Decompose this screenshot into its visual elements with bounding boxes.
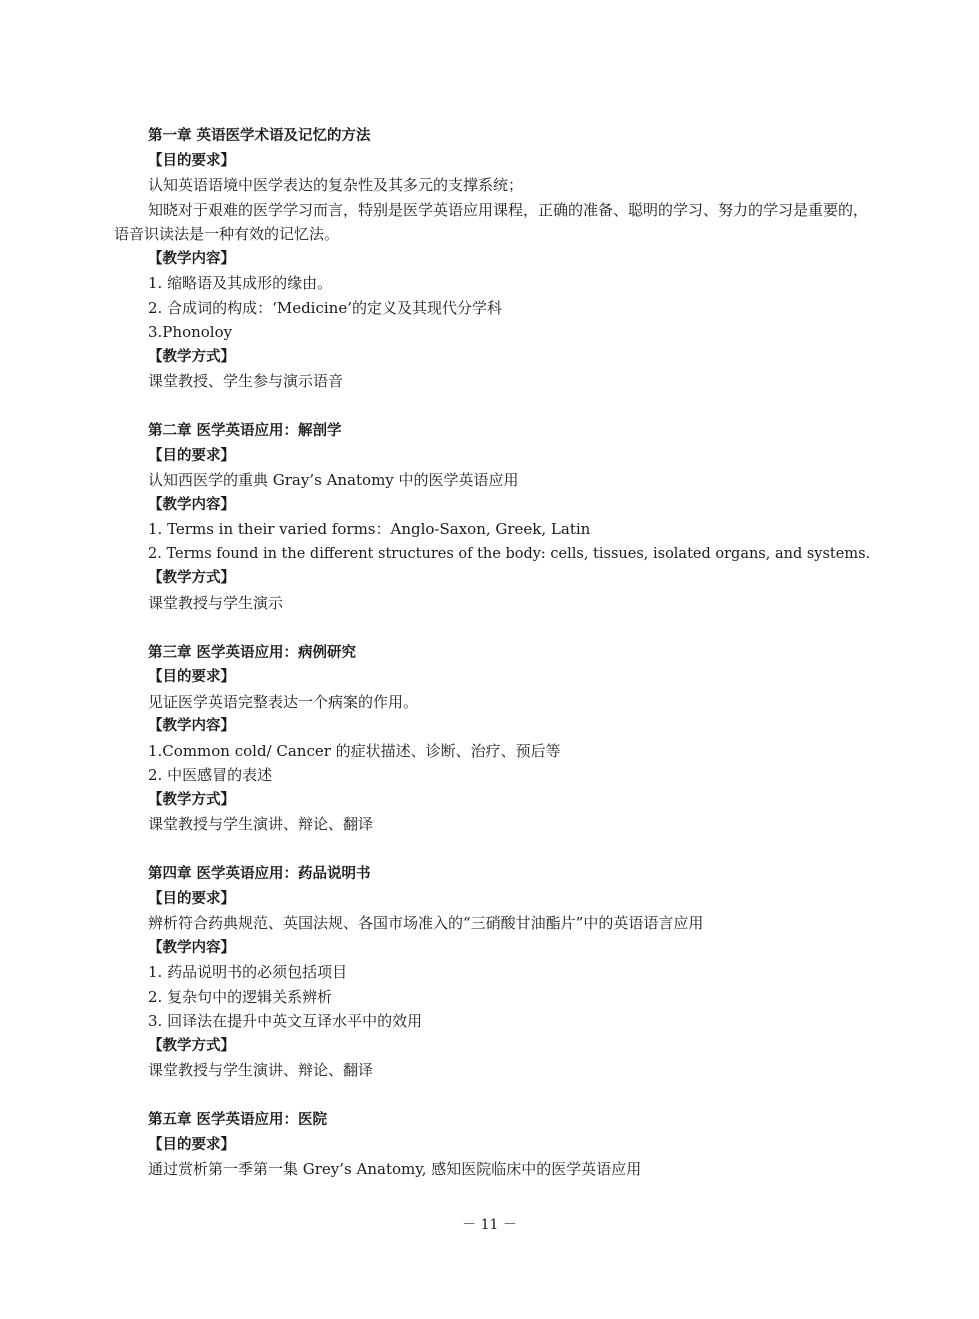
section-spacer	[114, 1083, 874, 1109]
goal-heading: 【目的要求】	[148, 669, 235, 685]
goal-text: 通过赏析第一季第一集 Grey’s Anatomy, 感知医院临床中的医学英语应用	[148, 1160, 642, 1178]
method-text: 课堂教授与学生演讲、辩论、翻译	[148, 815, 374, 833]
goal-text: 认知英语语境中医学表达的复杂性及其多元的支撑系统；	[148, 176, 524, 194]
chapter-2	[114, 419, 874, 615]
chapter-title: 第四章 医学英语应用：药品说明书	[148, 866, 371, 882]
chapter-title: 第二章 医学英语应用：解剖学	[148, 423, 342, 439]
goal-heading: 【目的要求】	[148, 152, 235, 169]
chapter-title: 第三章 医学英语应用：病例研究	[148, 644, 357, 661]
content-item: 3.Phonoloy	[148, 323, 233, 341]
goal-text: 认知西医学的重典 Gray’s Anatomy 中的医学英语应用	[148, 471, 519, 489]
page-number: － 11 －	[462, 1217, 517, 1233]
chapter-4	[114, 862, 874, 1083]
content-item: 1. 药品说明书的必须包括项目	[148, 963, 348, 981]
goal-heading: 【目的要求】	[148, 447, 235, 464]
content-item: 2. Terms found in the different structures of the body: cells, tissues, isolated organs, and systems.	[148, 545, 871, 562]
goal-heading: 【目的要求】	[148, 890, 235, 907]
content-heading: 【教学内容】	[148, 939, 235, 956]
content-heading: 【教学内容】	[148, 496, 235, 513]
content-item: 3. 回译法在提升中英文互译水平中的效用	[148, 1012, 423, 1030]
section-spacer	[114, 837, 874, 863]
document-body	[114, 124, 874, 1182]
chapter-1	[114, 124, 874, 394]
content-item: 1.Common cold/ Cancer 的症状描述、诊断、治疗、预后等	[148, 741, 561, 760]
method-text: 课堂教授、学生参与演示语音	[148, 372, 344, 390]
method-heading: 【教学方式】	[148, 570, 235, 586]
chapter-3	[114, 641, 874, 837]
content-item: 2. 复杂句中的逻辑关系辨析	[148, 987, 333, 1006]
chapter-title: 第一章 英语医学术语及记忆的方法	[148, 128, 371, 144]
method-heading: 【教学方式】	[148, 1037, 235, 1054]
content-item: 2. 中医感冒的表述	[148, 766, 273, 784]
content-item: 2. 合成词的构成：‘Medicine’的定义及其现代分学科	[148, 298, 502, 317]
goal-text: 知晓对于艰难的医学学习而言，特别是医学英语应用课程，正确的准备、聪明的学习、努力的学习是重要的，语音识读法是一种有效的记忆法。	[114, 200, 869, 243]
method-heading: 【教学方式】	[148, 348, 235, 365]
goal-heading: 【目的要求】	[148, 1136, 235, 1153]
goal-text: 辨析符合药典规范、英国法规、各国市场准入的“三硝酸甘油酯片”中的英语语言应用	[148, 914, 704, 932]
method-text: 课堂教授与学生演示	[148, 593, 284, 612]
chapter-title: 第五章 医学英语应用：医院	[148, 1112, 328, 1128]
content-item: 1. 缩略语及其成形的缘由。	[148, 274, 333, 292]
method-heading: 【教学方式】	[148, 791, 235, 808]
content-heading: 【教学内容】	[148, 250, 235, 267]
goal-text: 见证医学英语完整表达一个病案的作用。	[148, 692, 419, 711]
method-text: 课堂教授与学生演讲、辩论、翻译	[148, 1061, 374, 1079]
content-item: 1. Terms in their varied forms：Anglo-Saxon, Greek, Latin	[148, 520, 591, 538]
chapter-5	[114, 1108, 874, 1182]
section-spacer	[114, 615, 874, 641]
content-heading: 【教学内容】	[148, 718, 235, 734]
section-spacer	[114, 394, 874, 420]
